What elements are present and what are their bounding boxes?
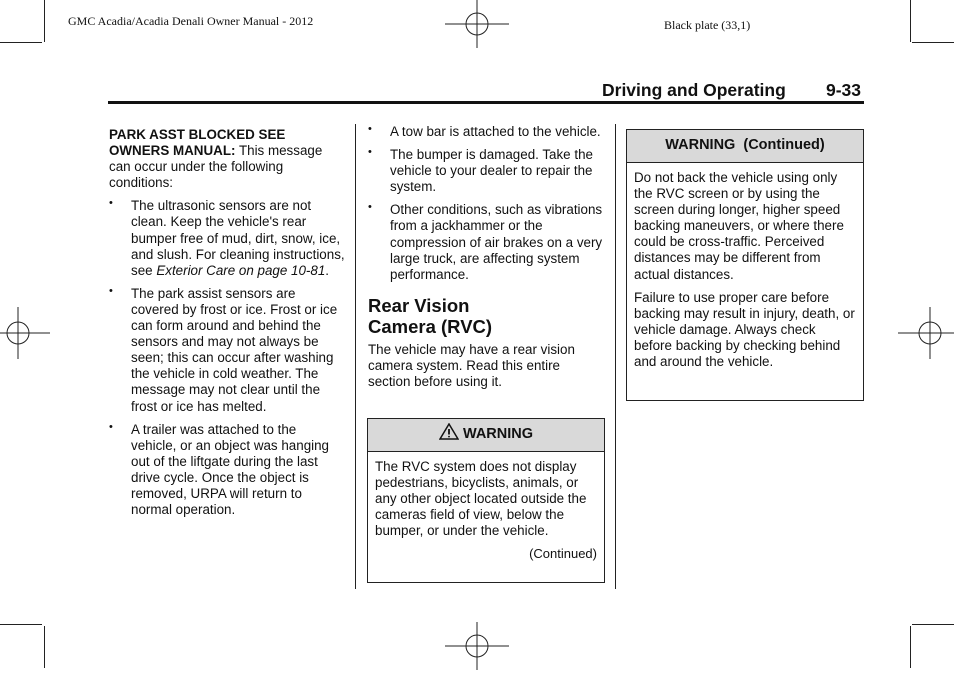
warning-text: Do not back the vehicle using only the RVC screen or by using the screen during longer, higher speed backing maneuvers, or where there could be cross-traffic. Perceived distances may be different from actual distances. [634,170,844,282]
warning-title: WARNING (Continued) [665,137,825,153]
list-item-text: The bumper is damaged. Take the vehicle to your dealer to repair the system. [390,147,593,195]
list-item-text: Other conditions, such as vibrations from a jackhammer or the compression of air brakes on a very large truck, are affecting system performance. [390,202,603,282]
warning-text: Failure to use proper care before backing may result in injury, death, or vehicle damage. Always check before backing by checking behind and around the vehicle. [634,289,855,370]
column-divider [615,124,616,589]
warning-header [368,419,604,452]
list-item-text: A tow bar is attached to the vehicle. [390,124,601,139]
bullet-icon: • [368,123,372,135]
conditions-list-continued [368,124,605,283]
crop-mark [910,0,911,42]
bullet-icon: • [109,197,113,210]
bullet-icon: • [109,284,113,297]
manual-title: GMC Acadia/Acadia Denali Owner Manual - 2012 [68,14,314,28]
list-item [109,422,345,519]
warning-triangle-icon [439,423,459,440]
column-2 [368,124,605,390]
crop-mark [0,42,42,43]
bullet-icon: • [109,420,113,433]
page-number: 9-33 [826,80,862,100]
list-item [368,202,605,282]
intro-paragraph: The vehicle may have a rear vision camera system. Read this entire section before using it. [368,341,575,390]
section-title: Driving and Operating [602,80,786,100]
warning-box [367,418,605,583]
warning-box-continued [626,129,864,401]
intro-paragraph [109,127,345,191]
intro-text: This message can occur under the following conditions: [109,143,323,191]
crop-mark [44,0,45,42]
crop-mark [0,624,42,625]
warning-text: The RVC system does not display pedestrians, bicyclists, animals, or any other object located outside the cameras field of view, below the bumper, or under the vehicle. [375,459,587,539]
crop-mark [910,626,911,668]
list-item-text: A trailer was attached to the vehicle, or an object was hanging out of the liftgate during the last drive cycle. Once the object is removed, URPA will return to normal operation. [131,421,330,518]
list-item-text: The ultrasonic sensors are not clean. Keep the vehicle's rear bumper free of mud, dirt, snow, ice, and slush. For cleaning instructions, see [131,198,345,278]
header-rule [108,101,864,104]
warning-title: WARNING [462,426,534,442]
warning-header [627,130,863,163]
list-item [368,147,605,195]
list-item-text: The park assist sensors are covered by frost or ice. Frost or ice can form around and behind the sensors and may not always be seen; this can occur after washing the vehicle in cold weather. The message may not clear until the frost or ice has melted. [131,285,338,414]
crop-mark [912,624,954,625]
column-1 [109,127,345,525]
list-item [109,286,345,415]
bullet-icon: • [368,201,372,214]
list-item-end: . [325,262,330,278]
list-item [368,124,605,140]
registration-mark-icon [445,614,509,678]
cross-reference-link[interactable]: Exterior Care on page 10-81 [156,262,326,278]
crop-mark [44,626,45,668]
bullet-icon: • [368,146,372,159]
heading-line: Rear Vision [368,294,470,316]
crop-mark [912,42,954,43]
registration-mark-icon [898,301,954,365]
conditions-list [109,198,345,518]
registration-mark-icon [445,0,509,56]
registration-mark-icon [0,301,50,365]
plate-label: Black plate (33,1) [664,18,751,32]
warning-body [368,452,604,563]
heading-line: Camera (RVC) [368,315,493,337]
section-heading [368,295,605,337]
column-divider [355,124,356,589]
message-name: PARK ASST BLOCKED SEE OWNERS MANUAL: [109,127,286,159]
warning-body [627,163,863,370]
continued-label: (Continued) [529,546,597,562]
list-item [109,198,345,278]
